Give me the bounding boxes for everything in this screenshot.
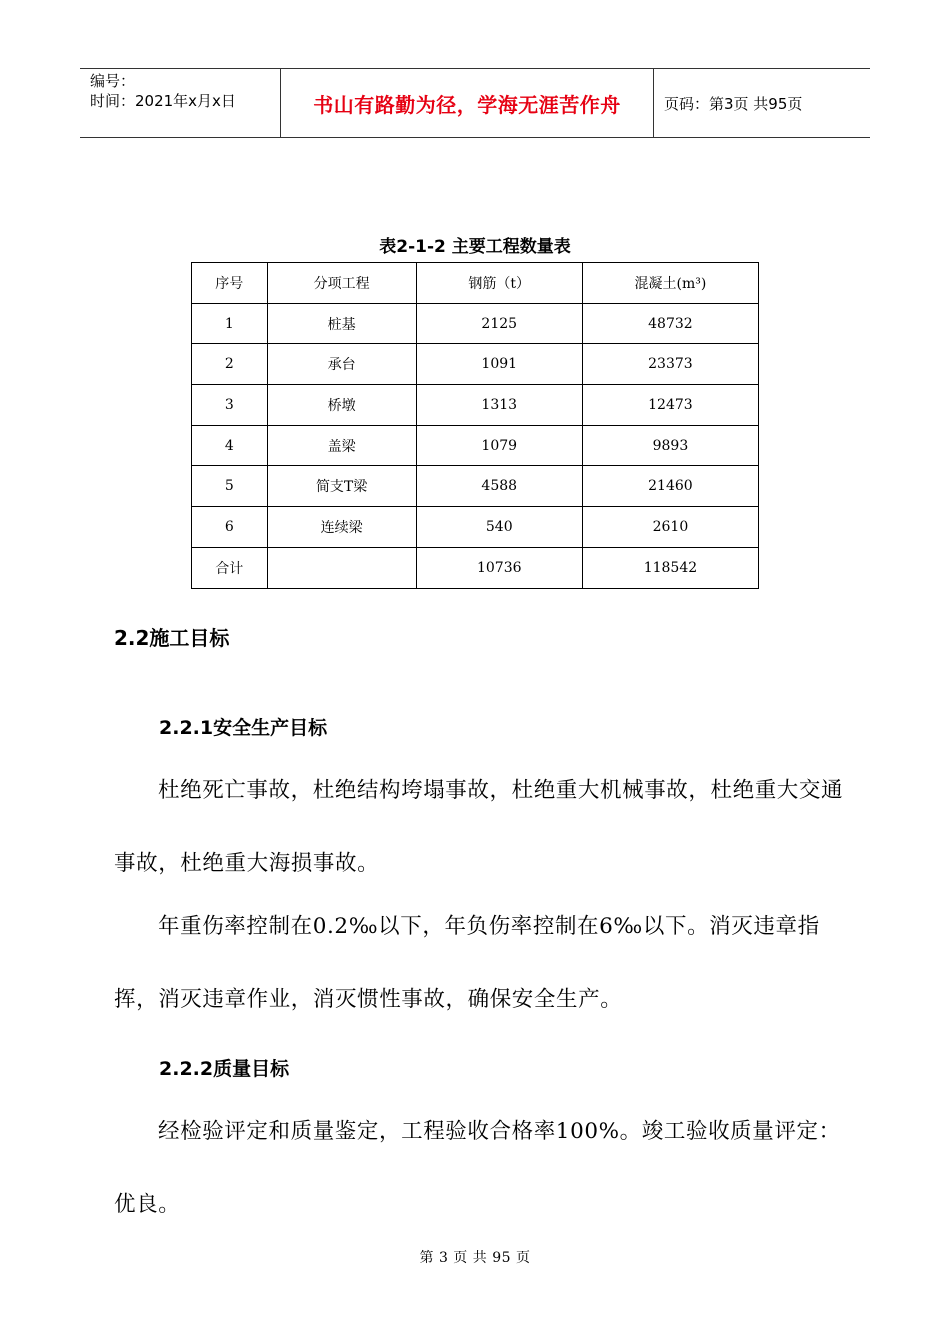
document-time: 时间：2021年x月x日 <box>90 92 236 110</box>
cell-concrete: 48732 <box>582 303 758 344</box>
column-header-concrete: 混凝土(m³) <box>582 263 758 304</box>
cell-rebar: 540 <box>416 507 582 548</box>
column-header-index: 序号 <box>192 263 268 304</box>
cell-rebar: 2125 <box>416 303 582 344</box>
cell-item: 盖梁 <box>267 425 416 466</box>
document-number-label: 编号： <box>90 72 136 90</box>
cell-concrete: 2610 <box>582 507 758 548</box>
column-header-item: 分项工程 <box>267 263 416 304</box>
cell-rebar: 1091 <box>416 344 582 385</box>
table-caption: 表2-1-2 主要工程数量表 <box>379 237 571 257</box>
cell-item <box>267 547 416 588</box>
cell-concrete: 118542 <box>582 547 758 588</box>
cell-item: 桩基 <box>267 303 416 344</box>
table-header-row <box>192 263 759 304</box>
header-motto: 书山有路勤为径，学海无涯苦作舟 <box>281 69 654 137</box>
cell-concrete: 23373 <box>582 344 758 385</box>
cell-index: 5 <box>192 466 268 507</box>
cell-rebar: 10736 <box>416 547 582 588</box>
quality-goal-heading: 2.2.2质量目标 <box>159 1058 290 1080</box>
cell-item: 连续梁 <box>267 507 416 548</box>
cell-index: 合计 <box>192 547 268 588</box>
table-row <box>192 425 759 466</box>
cell-index: 1 <box>192 303 268 344</box>
table-total-row <box>192 547 759 588</box>
safety-paragraph-2: 年重伤率控制在0.2‰以下，年负伤率控制在6‰以下。消灭违章指挥，消灭违章作业，消灭惯性事故，确保安全生产。 <box>114 914 820 1012</box>
cell-rebar: 1313 <box>416 385 582 426</box>
table-row <box>192 344 759 385</box>
cell-rebar: 1079 <box>416 425 582 466</box>
cell-item: 桥墩 <box>267 385 416 426</box>
cell-concrete: 9893 <box>582 425 758 466</box>
cell-index: 6 <box>192 507 268 548</box>
table-row <box>192 507 759 548</box>
header-meta <box>80 69 281 137</box>
cell-index: 2 <box>192 344 268 385</box>
cell-item: 简支T梁 <box>267 466 416 507</box>
quality-paragraph: 经检验评定和质量鉴定，工程验收合格率100%。竣工验收质量评定：优良。 <box>114 1119 841 1217</box>
table-row <box>192 466 759 507</box>
page-footer: 第 3 页 共 95 页 <box>419 1250 531 1266</box>
cell-concrete: 21460 <box>582 466 758 507</box>
column-header-rebar: 钢筋（t） <box>416 263 582 304</box>
cell-index: 3 <box>192 385 268 426</box>
cell-item: 承台 <box>267 344 416 385</box>
table-row <box>192 303 759 344</box>
cell-concrete: 12473 <box>582 385 758 426</box>
safety-goal-heading: 2.2.1安全生产目标 <box>159 717 328 739</box>
cell-index: 4 <box>192 425 268 466</box>
table-row <box>192 385 759 426</box>
section-heading: 2.2施工目标 <box>114 626 230 650</box>
safety-paragraph-1: 杜绝死亡事故，杜绝结构垮塌事故，杜绝重大机械事故，杜绝重大交通事故，杜绝重大海损事故。 <box>114 778 844 876</box>
header-page-info: 页码：第3页 共95页 <box>664 94 803 113</box>
page-header <box>80 68 870 138</box>
quantity-table <box>191 262 759 589</box>
cell-rebar: 4588 <box>416 466 582 507</box>
